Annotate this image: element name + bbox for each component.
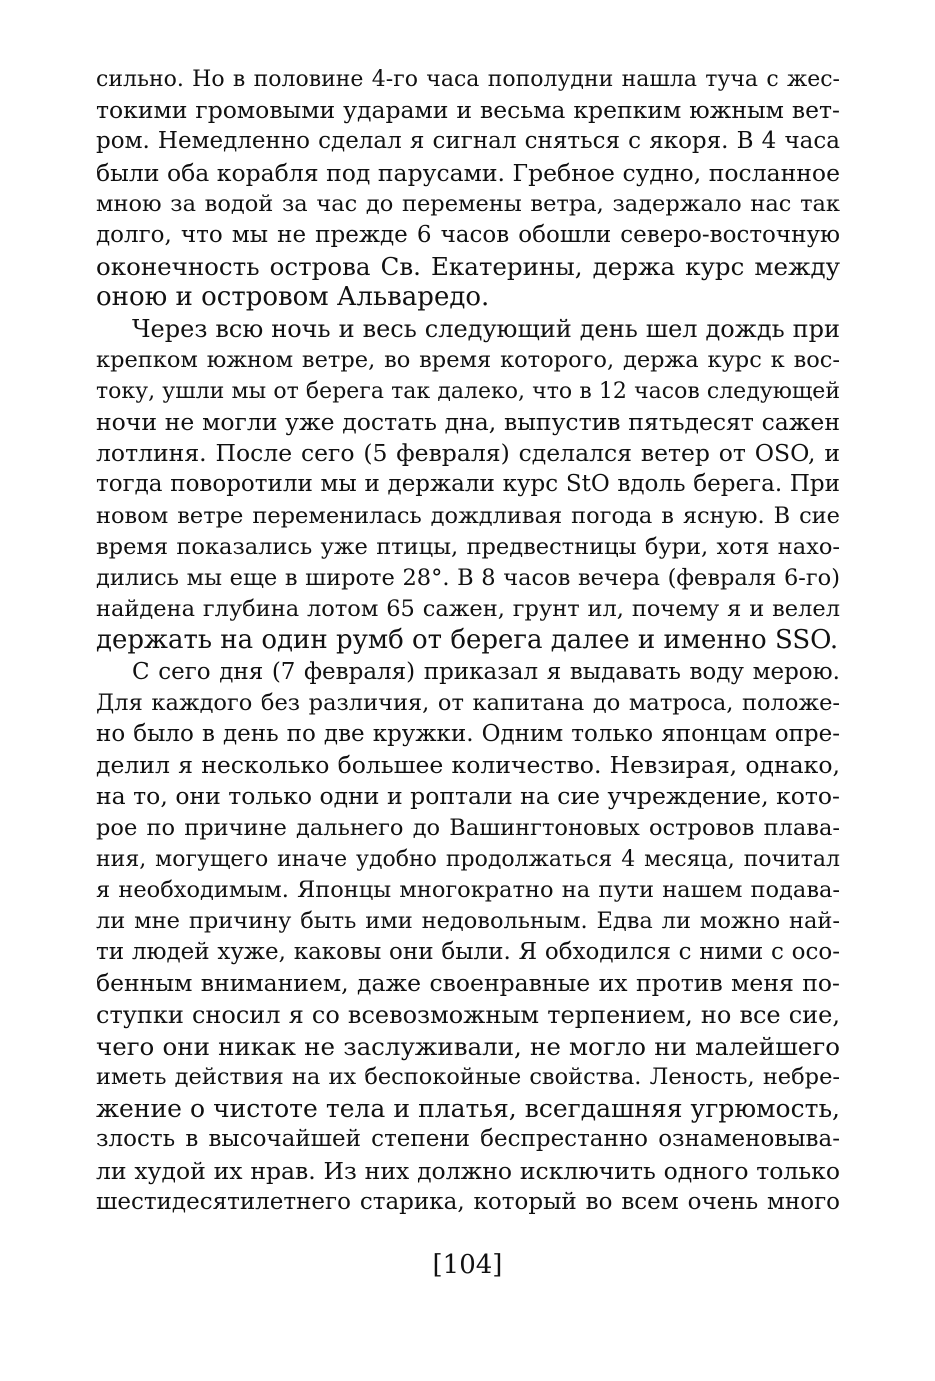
text-line: токими громовыми ударами и весьма крепким южным вет- bbox=[96, 96, 840, 125]
text-line: ния, могущего иначе удобно продолжаться 4 месяца, почитал bbox=[96, 846, 840, 872]
text-line: держать на один румб от берега далее и именно SSO. bbox=[96, 625, 839, 656]
page-number: [104] bbox=[432, 1250, 503, 1280]
text-line: я необходимым. Японцы многократно на пути нашем подава- bbox=[96, 876, 840, 903]
text-line: сильно. Но в половине 4-го часа пополудни нашла туча с жес- bbox=[96, 67, 840, 92]
text-line: новом ветре переменилась дождливая погода в ясную. В сие bbox=[96, 502, 840, 529]
text-line: иметь действия на их беспокойные свойства. Леность, небре- bbox=[96, 1064, 840, 1090]
text-line: ступки сносил я со всевозможным терпением, но все сие, bbox=[96, 1000, 840, 1029]
text-line: злость в высочайшей степени беспрестанно ознаменовыва- bbox=[96, 1126, 840, 1153]
text-line: бенным вниманием, даже своенравные их против меня по- bbox=[96, 969, 840, 998]
text-line: жение о чистоте тела и платья, всегдашняя угрюмость, bbox=[96, 1094, 840, 1124]
text-line: чего они никак не заслуживали, не могло ни малейшего bbox=[96, 1031, 840, 1061]
text-line: Через всю ночь и весь следующий день шел дождь при bbox=[132, 314, 840, 343]
text-line: ли худой их нрав. Из них должно исключить одного только bbox=[96, 1156, 840, 1185]
text-line: рое по причине дальнего до Вашингтоновых островов плава- bbox=[96, 814, 840, 841]
text-line: долго, что мы не прежде 6 часов обошли северо-восточную bbox=[96, 221, 840, 248]
text-line: делил я несколько большее количество. Невзирая, однако, bbox=[96, 751, 840, 780]
text-line: крепком южном ветре, во время которого, держа курс к вос- bbox=[96, 346, 840, 373]
text-line: току, ушли мы от берега так далеко, что в 12 часов следующей bbox=[96, 378, 840, 404]
body-text bbox=[96, 64, 840, 1218]
text-line: время показались уже птицы, предвестницы бури, хотя нахо- bbox=[96, 533, 840, 560]
text-line: были оба корабля под парусами. Гребное судно, посланное bbox=[96, 158, 840, 187]
text-line: на то, они только одни и роптали на сие учреждение, кото- bbox=[96, 782, 840, 811]
text-line: дились мы еще в широте 28°. В 8 часов вечера (февраля 6-го) bbox=[96, 565, 840, 591]
text-line: Для каждого без различия, от капитана до матроса, положе- bbox=[96, 689, 840, 716]
text-line: тогда поворотили мы и держали курс StO вдоль берега. При bbox=[96, 471, 840, 498]
text-line: С сего дня (7 февраля) приказал я выдавать воду мерою. bbox=[132, 658, 840, 685]
text-line: но было в день по две кружки. Одним только японцам опре- bbox=[96, 720, 840, 747]
text-line: оною и островом Альваредо. bbox=[96, 282, 490, 313]
text-line: шестидесятилетнего старика, который во всем очень много bbox=[96, 1188, 840, 1215]
text-line: найдена глубина лотом 65 сажен, грунт ил, почему я и велел bbox=[96, 596, 840, 623]
text-line: ром. Немедленно сделал я сигнал сняться с якоря. В 4 часа bbox=[96, 128, 840, 155]
text-line: ночи не могли уже достать дна, выпустив пятьдесят сажен bbox=[96, 408, 840, 437]
text-line: мною за водой за час до перемены ветра, задержало нас так bbox=[96, 190, 840, 217]
text-line: ли мне причину быть ими недовольным. Едва ли можно най- bbox=[96, 908, 840, 935]
text-line: лотлиня. После сего (5 февраля) сделался ветер от OSO, и bbox=[96, 439, 840, 468]
text-line: ти людей хуже, каковы они были. Я обходился с ними с осо- bbox=[96, 939, 840, 966]
text-line: оконечность острова Св. Екатерины, держа курс между bbox=[96, 252, 840, 282]
